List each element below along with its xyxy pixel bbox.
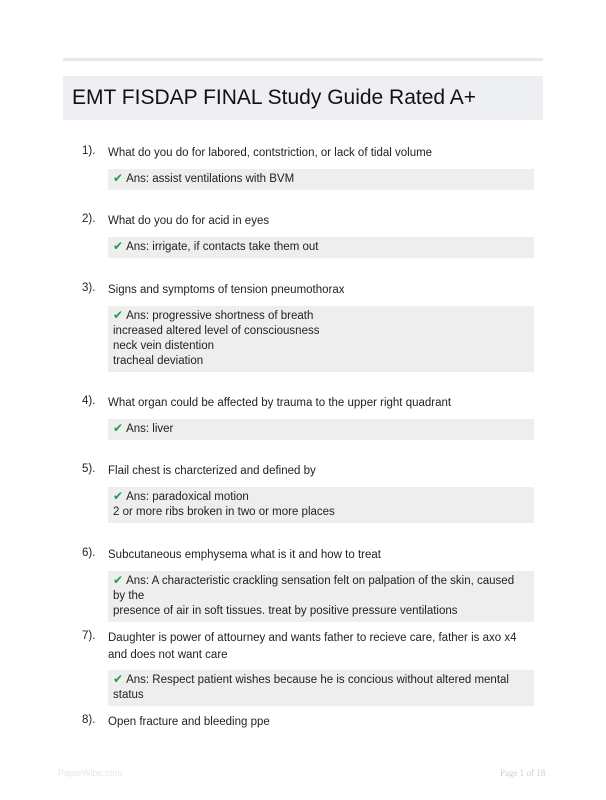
check-icon: ✔: [113, 308, 124, 322]
footer-watermark: PaperWibe.com: [58, 768, 123, 778]
answer-box: [108, 670, 534, 706]
question-text: Open fracture and bleeding ppe: [108, 716, 270, 728]
question-number: 1).: [82, 145, 96, 157]
answer-line: Ans: liver: [126, 423, 174, 435]
question-text: What organ could be affected by trauma to the upper right quadrant: [108, 397, 452, 409]
answer-box: [108, 169, 534, 190]
check-icon: ✔: [113, 171, 124, 185]
top-divider: [63, 58, 543, 61]
check-icon: ✔: [113, 421, 124, 435]
answer-line: tracheal deviation: [113, 355, 204, 367]
question-text: What do you do for labored, contstriction, or lack of tidal volume: [108, 147, 433, 159]
answer-line: Ans: irrigate, if contacts take them out: [126, 241, 319, 253]
check-icon: ✔: [113, 489, 124, 503]
question-text: What do you do for acid in eyes: [108, 215, 270, 227]
question-number: 7).: [82, 630, 96, 642]
question-number: 3).: [82, 282, 96, 294]
question-number: 8).: [82, 714, 96, 726]
answer-box: [108, 571, 534, 622]
answer-box: [108, 487, 534, 523]
page-title: EMT FISDAP FINAL Study Guide Rated A+: [72, 86, 477, 109]
answer-line: Ans: paradoxical motion: [126, 491, 249, 503]
page-number: Page 1 of 18: [500, 768, 546, 778]
answer-line: Ans: A characteristic crackling sensation felt on palpation of the skin, caused by the: [113, 575, 518, 602]
answer-line: Ans: Respect patient wishes because he is concious without altered mental status: [113, 674, 513, 701]
question-number: 5).: [82, 463, 96, 475]
question-text: Signs and symptoms of tension pneumothorax: [108, 284, 345, 296]
question-number: 2).: [82, 213, 96, 225]
title-banner: [63, 76, 543, 120]
check-icon: ✔: [113, 672, 124, 686]
question-text: Flail chest is charcterized and defined by: [108, 465, 316, 477]
answer-line: increased altered level of consciousness: [113, 325, 320, 337]
answer-line: Ans: assist ventilations with BVM: [126, 173, 295, 185]
question-number: 4).: [82, 395, 96, 407]
answer-line: neck vein distention: [113, 340, 215, 352]
answer-line: presence of air in soft tissues. treat by positive pressure ventilations: [113, 605, 458, 617]
answer-line: 2 or more ribs broken in two or more places: [113, 506, 335, 518]
answer-line: Ans: progressive shortness of breath: [126, 310, 314, 322]
question-text: Subcutaneous emphysema what is it and how to treat: [108, 549, 381, 561]
answer-box: [108, 306, 534, 372]
check-icon: ✔: [113, 239, 124, 253]
question-number: 6).: [82, 547, 96, 559]
answer-box: [108, 237, 534, 258]
check-icon: ✔: [113, 573, 124, 587]
answer-box: [108, 419, 534, 440]
question-text: Daughter is power of attourney and wants father to recieve care, father is axo x4 and does not want care: [108, 632, 517, 661]
